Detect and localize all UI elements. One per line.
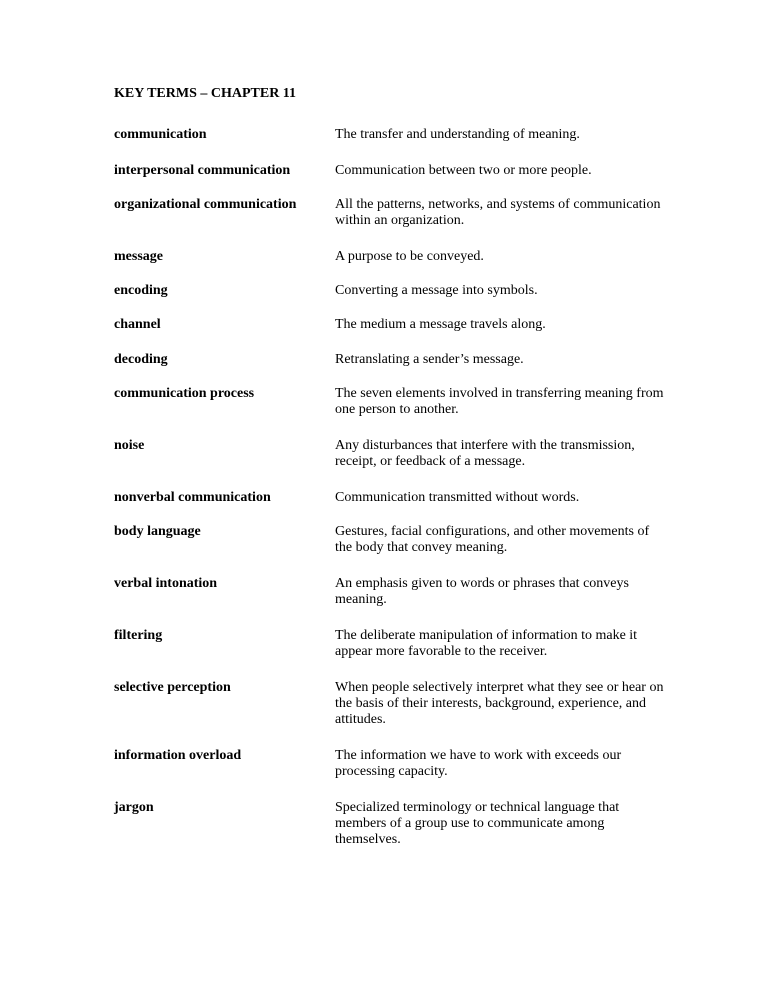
term-name: message [114, 249, 163, 264]
term-definition: Converting a message into symbols. [335, 283, 538, 298]
term-definition: Communication transmitted without words. [335, 490, 580, 505]
term-name: communication process [114, 386, 255, 401]
term-definition: The deliberate manipulation of information to make it appear more favorable to the receiver. [335, 628, 638, 659]
term-name: organizational communication [114, 197, 297, 212]
term-definition: All the patterns, networks, and systems of communication within an organization. [335, 197, 661, 228]
term-definition: Communication between two or more people. [335, 163, 592, 178]
term-name: encoding [114, 283, 168, 298]
term-definition: The seven elements involved in transferring meaning from one person to another. [335, 386, 664, 417]
term-name: filtering [114, 628, 163, 643]
term-definition: The medium a message travels along. [335, 317, 546, 332]
page-title: KEY TERMS – CHAPTER 11 [114, 86, 297, 101]
term-definition: Gestures, facial configurations, and other movements of the body that convey meaning. [335, 524, 650, 555]
term-name: nonverbal communication [114, 490, 271, 505]
term-name: verbal intonation [114, 576, 218, 591]
term-definition: Retranslating a sender’s message. [335, 352, 524, 367]
term-name: body language [114, 524, 201, 539]
term-definition: Any disturbances that interfere with the transmission, receipt, or feedback of a message. [335, 438, 635, 469]
term-name: jargon [114, 800, 154, 815]
term-definition: The information we have to work with exceeds our processing capacity. [335, 748, 622, 779]
term-definition: A purpose to be conveyed. [335, 249, 484, 264]
term-name: decoding [114, 352, 168, 367]
term-name: interpersonal communication [114, 163, 291, 178]
term-definition: An emphasis given to words or phrases that conveys meaning. [335, 576, 629, 607]
term-name: selective perception [114, 680, 231, 695]
term-definition: The transfer and understanding of meaning. [335, 127, 580, 142]
term-name: information overload [114, 748, 242, 763]
term-definition: Specialized terminology or technical language that members of a group use to communicate among themselves. [335, 800, 620, 847]
term-name: noise [114, 438, 145, 453]
term-name: communication [114, 127, 207, 142]
term-definition: When people selectively interpret what they see or hear on the basis of their interests, background, experience, and attitudes. [335, 680, 664, 727]
term-name: channel [114, 317, 161, 332]
